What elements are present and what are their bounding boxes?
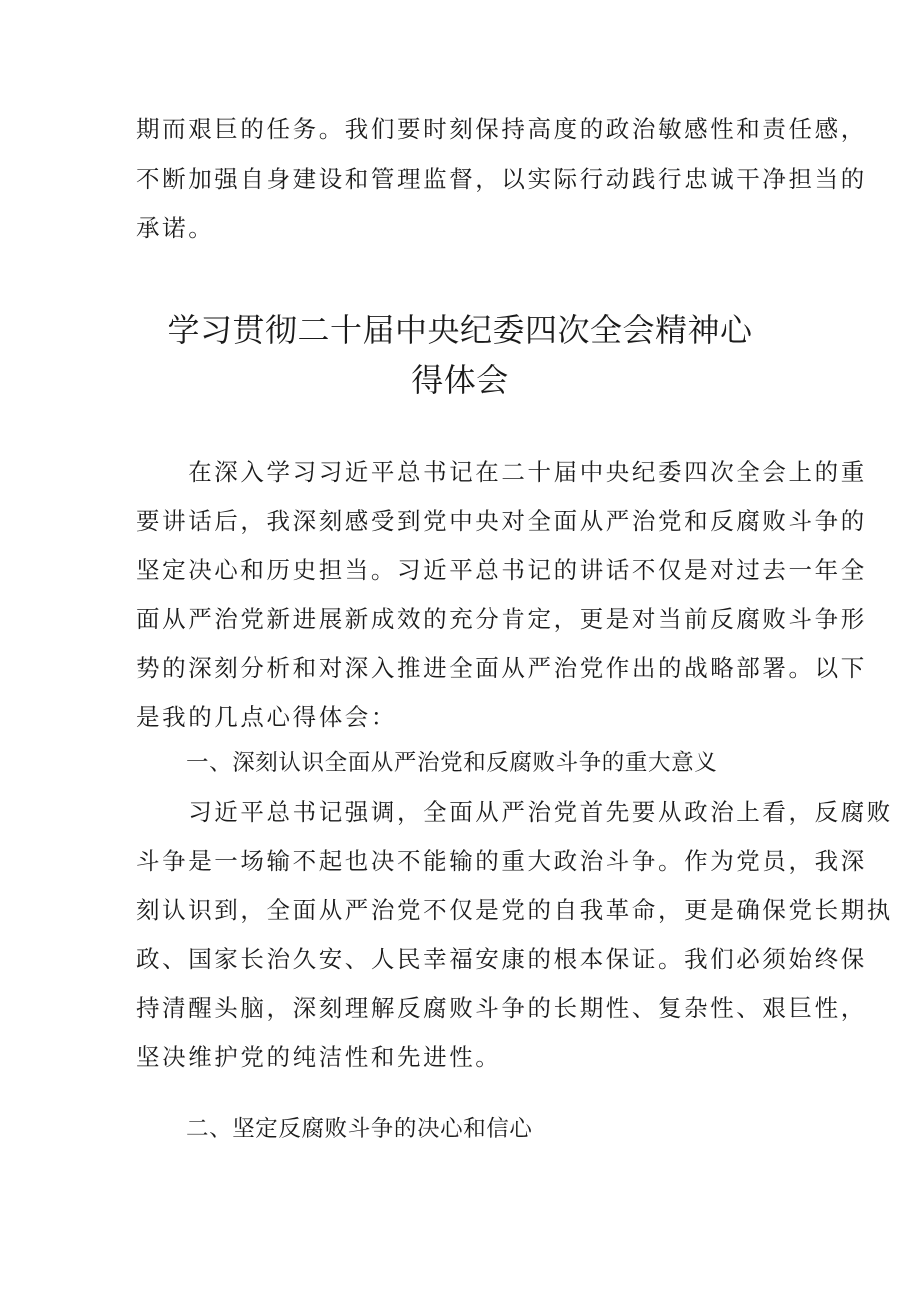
paragraph-line: 政、国家长治久安、人民幸福安康的根本保证。我们必须始终保 [136,945,867,973]
paragraph-line: 面从严治党新进展新成效的充分肯定，更是对当前反腐败斗争形 [136,605,867,633]
intro-line: 承诺。 [136,214,215,242]
document-title: 得体会 [411,361,509,399]
paragraph-line: 是我的几点心得体会： [136,703,397,731]
section-heading: 一、深刻认识全面从严治党和反腐败斗争的重大意义 [186,750,718,776]
paragraph-line: 坚决维护党的纯洁性和先进性。 [136,1043,502,1071]
paragraph-line: 在深入学习习近平总书记在二十届中央纪委四次全会上的重 [136,458,867,486]
paragraph-line: 习近平总书记强调，全面从严治党首先要从政治上看，反腐败 [136,798,893,826]
paragraph-line: 坚定决心和历史担当。习近平总书记的讲话不仅是对过去一年全 [136,556,867,584]
intro-line: 不断加强自身建设和管理监督，以实际行动践行忠诚干净担当的 [136,165,867,193]
paragraph-line: 斗争是一场输不起也决不能输的重大政治斗争。作为党员，我深 [136,847,867,875]
paragraph-line: 要讲话后，我深刻感受到党中央对全面从严治党和反腐败斗争的 [136,507,867,535]
paragraph-line: 刻认识到，全面从严治党不仅是党的自我革命，更是确保党长期执 [136,896,893,924]
paragraph-line: 持清醒头脑，深刻理解反腐败斗争的长期性、复杂性、艰巨性， [136,994,867,1022]
document-title: 学习贯彻二十届中央纪委四次全会精神心 [167,311,753,349]
section-heading: 二、坚定反腐败斗争的决心和信心 [186,1116,533,1142]
paragraph-line: 势的深刻分析和对深入推进全面从严治党作出的战略部署。以下 [136,654,867,682]
intro-line: 期而艰巨的任务。我们要时刻保持高度的政治敏感性和责任感， [136,115,867,143]
